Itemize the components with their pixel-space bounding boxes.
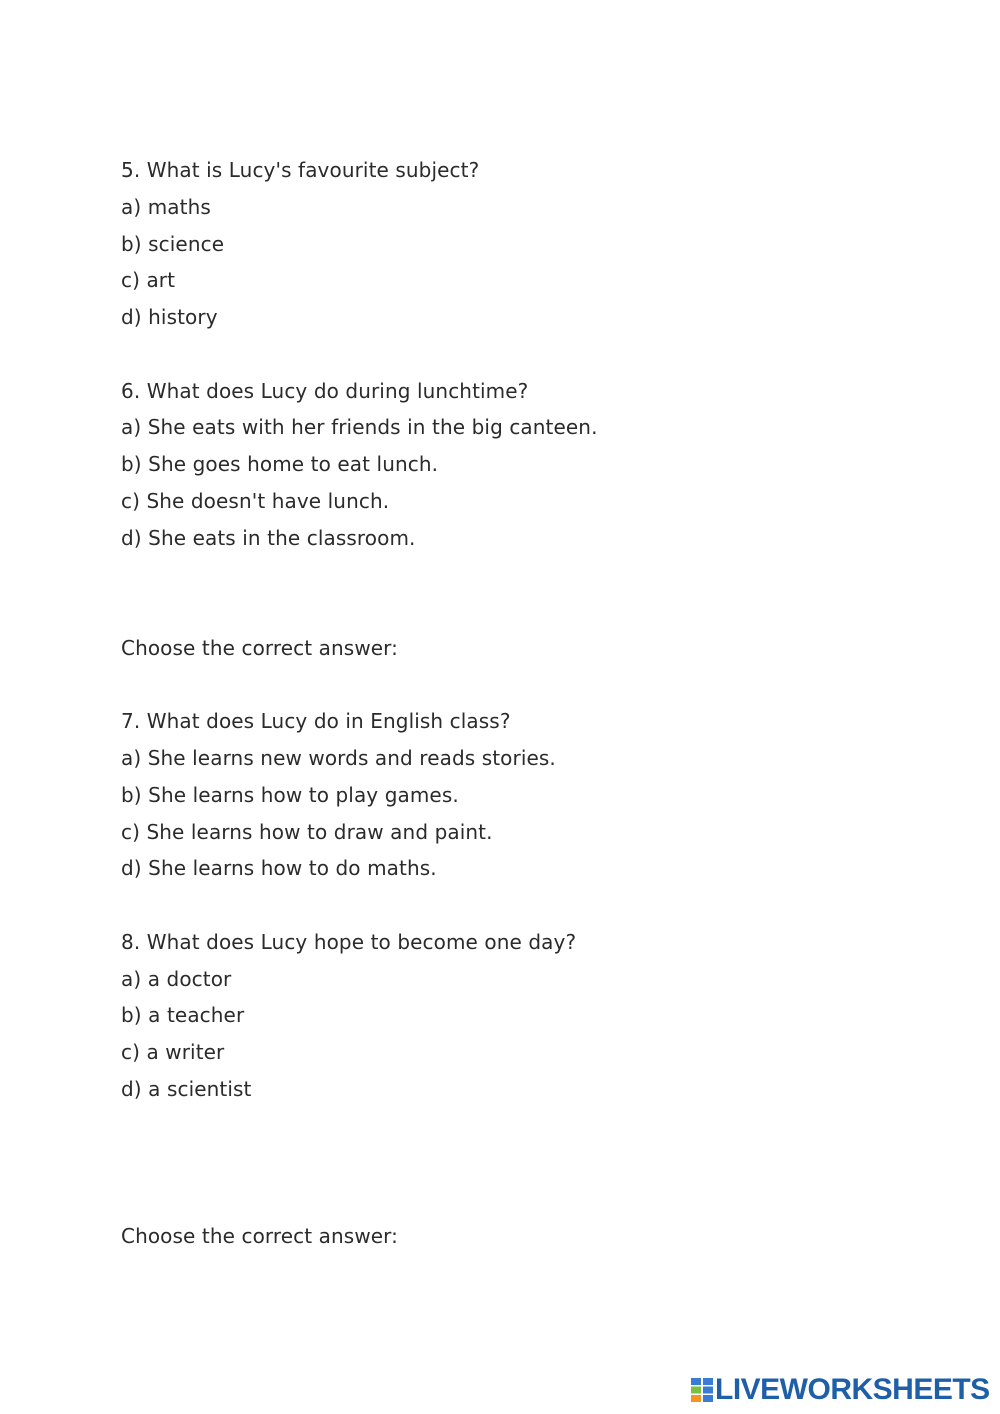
- question-6-prompt: 6. What does Lucy do during lunchtime?: [121, 379, 529, 403]
- question-5-option-a[interactable]: a) maths: [121, 195, 211, 219]
- question-8-option-c[interactable]: c) a writer: [121, 1040, 225, 1064]
- question-8-prompt: 8. What does Lucy hope to become one day?: [121, 930, 577, 954]
- question-7-option-d[interactable]: d) She learns how to do maths.: [121, 856, 437, 880]
- question-8-option-d[interactable]: d) a scientist: [121, 1077, 252, 1101]
- brand-name: LIVEWORKSHEETS: [715, 1373, 990, 1406]
- question-6-option-a[interactable]: a) She eats with her friends in the big canteen.: [121, 415, 598, 439]
- question-8-option-b[interactable]: b) a teacher: [121, 1003, 245, 1027]
- liveworksheets-logo-icon: [691, 1378, 713, 1402]
- instruction-heading: Choose the correct answer:: [121, 1224, 398, 1248]
- question-6-option-d[interactable]: d) She eats in the classroom.: [121, 526, 416, 550]
- question-6-option-c[interactable]: c) She doesn't have lunch.: [121, 489, 390, 513]
- question-5-prompt: 5. What is Lucy's favourite subject?: [121, 158, 480, 182]
- question-6-option-b[interactable]: b) She goes home to eat lunch.: [121, 452, 439, 476]
- question-7-option-a[interactable]: a) She learns new words and reads stories.: [121, 746, 556, 770]
- liveworksheets-brand: [691, 1373, 990, 1407]
- question-5-option-c[interactable]: c) art: [121, 268, 176, 292]
- question-5-option-d[interactable]: d) history: [121, 305, 218, 329]
- question-8-option-a[interactable]: a) a doctor: [121, 967, 232, 991]
- question-7-option-c[interactable]: c) She learns how to draw and paint.: [121, 820, 493, 844]
- question-7-prompt: 7. What does Lucy do in English class?: [121, 709, 511, 733]
- instruction-heading: Choose the correct answer:: [121, 636, 398, 660]
- question-7-option-b[interactable]: b) She learns how to play games.: [121, 783, 459, 807]
- question-5-option-b[interactable]: b) science: [121, 232, 225, 256]
